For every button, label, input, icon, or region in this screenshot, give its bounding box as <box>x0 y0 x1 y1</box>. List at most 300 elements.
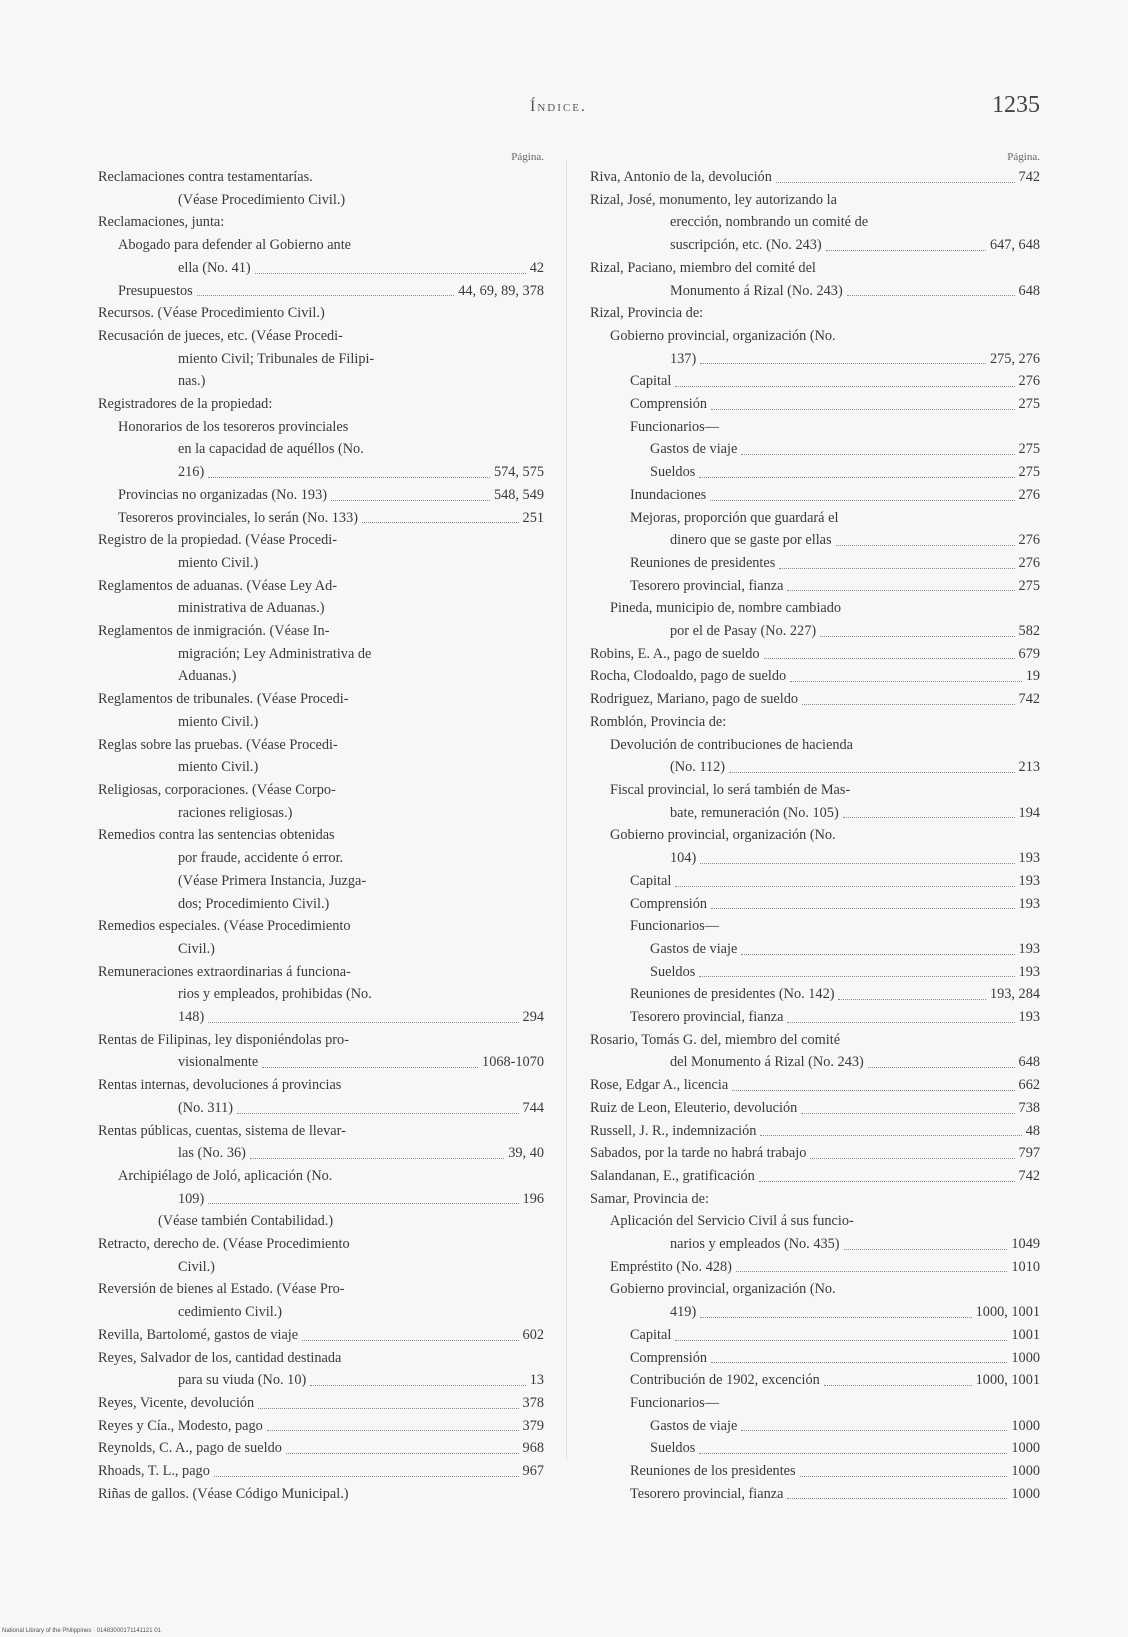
entry-page-ref: 251 <box>522 509 544 526</box>
entry-text: 109) <box>178 1190 205 1207</box>
index-entry <box>590 1301 1040 1324</box>
index-entry <box>98 1392 544 1415</box>
column-label: Página. <box>1007 151 1040 163</box>
dot-leader <box>262 1067 478 1068</box>
entry-page-ref: 276 <box>1018 554 1040 571</box>
dot-leader <box>741 1430 1007 1431</box>
index-entry <box>590 1437 1040 1460</box>
entry-page-ref: 1000 <box>1011 1349 1040 1366</box>
entry-text: Remedios especiales. (Véase Procedimiento <box>98 918 351 935</box>
dot-leader <box>700 1317 971 1318</box>
index-entry <box>590 734 1040 757</box>
entry-text: Reuniones de presidentes <box>630 554 776 571</box>
entry-text: suscripción, etc. (No. 243) <box>670 237 822 254</box>
index-entry <box>590 1120 1040 1143</box>
index-entry <box>98 507 544 530</box>
index-entry <box>98 847 544 870</box>
index-entry <box>98 915 544 938</box>
entry-text: Reyes y Cía., Modesto, pago <box>98 1417 263 1434</box>
index-entry <box>590 711 1040 734</box>
column-label: Página. <box>511 151 544 163</box>
index-entry <box>98 688 544 711</box>
entry-page-ref: 1000 <box>1011 1485 1040 1502</box>
entry-text: Rodriguez, Mariano, pago de sueldo <box>590 691 799 708</box>
entry-text: visionalmente <box>178 1054 259 1071</box>
dot-leader <box>250 1158 504 1159</box>
entry-page-ref: 574, 575 <box>493 464 544 481</box>
index-entry <box>590 779 1040 802</box>
index-entry <box>590 961 1040 984</box>
index-entry <box>98 1142 544 1165</box>
entry-text: Reyes, Vicente, devolución <box>98 1394 255 1411</box>
entry-text: Recursos. (Véase Procedimiento Civil.) <box>98 305 325 322</box>
entries-right <box>590 166 1040 1505</box>
entry-page-ref: 1068-1070 <box>482 1054 544 1071</box>
index-entry <box>590 1415 1040 1438</box>
entry-text: Gastos de viaje <box>650 441 738 458</box>
entry-page-ref: 797 <box>1018 1145 1040 1162</box>
dot-leader <box>836 545 1015 546</box>
index-entry <box>590 983 1040 1006</box>
entry-text: Tesorero provincial, fianza <box>630 1009 784 1026</box>
dot-leader <box>675 386 1014 387</box>
dot-leader <box>675 1340 1007 1341</box>
entry-text: Aplicación del Servicio Civil á sus funcio- <box>610 1213 854 1230</box>
index-entry <box>98 870 544 893</box>
entry-text: Reglamentos de inmigración. (Véase In- <box>98 623 330 640</box>
entry-page-ref: 1049 <box>1011 1236 1040 1253</box>
entry-text: Sueldos <box>650 963 696 980</box>
entry-page-ref: 44, 69, 89, 378 <box>458 282 544 299</box>
dot-leader <box>844 1249 1008 1250</box>
index-entry <box>98 280 544 303</box>
dot-leader <box>699 976 1014 977</box>
index-entry <box>98 779 544 802</box>
dot-leader <box>208 477 490 478</box>
entry-page-ref: 213 <box>1018 759 1040 776</box>
entry-text: Mejoras, proporción que guardará el <box>630 509 839 526</box>
entry-text: Pineda, municipio de, nombre cambiado <box>610 600 842 617</box>
dot-leader <box>810 1158 1014 1159</box>
index-entry <box>98 166 544 189</box>
entry-text: Capital <box>630 872 672 889</box>
entry-text: Registro de la propiedad. (Véase Procedi- <box>98 532 337 549</box>
entry-text: Rizal, José, monumento, ley autorizando la <box>590 191 837 208</box>
index-entry <box>98 1256 544 1279</box>
entry-page-ref: 193 <box>1018 963 1040 980</box>
dot-leader <box>711 409 1015 410</box>
dot-leader <box>255 273 526 274</box>
entry-text: Reclamaciones contra testamentarías. <box>98 169 313 185</box>
entry-text: Remedios contra las sentencias obtenidas <box>98 827 335 844</box>
entry-page-ref: 742 <box>1018 691 1040 708</box>
entry-text: Contribución de 1902, excención <box>630 1372 820 1389</box>
entry-text: (Véase Procedimiento Civil.) <box>178 191 346 208</box>
dot-leader <box>197 295 455 296</box>
dot-leader <box>208 1203 518 1204</box>
index-entry <box>590 1278 1040 1301</box>
entry-text: Remuneraciones extraordinarias á funciona- <box>98 963 351 980</box>
dot-leader <box>790 681 1022 682</box>
index-entry <box>98 1278 544 1301</box>
dot-leader <box>787 590 1014 591</box>
index-entry <box>98 1347 544 1370</box>
entry-page-ref: 744 <box>522 1099 544 1116</box>
entry-text: (Véase Primera Instancia, Juzga- <box>178 872 367 889</box>
dot-leader <box>764 658 1015 659</box>
index-entry <box>98 1074 544 1097</box>
entry-text: Reyes, Salvador de los, cantidad destinada <box>98 1349 342 1366</box>
entry-text: Rose, Edgar A., licencia <box>590 1077 729 1094</box>
dot-leader <box>732 1090 1014 1091</box>
entry-text: Sueldos <box>650 1440 696 1457</box>
entry-text: Sabados, por la tarde no habrá trabajo <box>590 1145 807 1162</box>
index-entry <box>98 348 544 371</box>
entry-text: migración; Ley Administrativa de <box>178 645 372 662</box>
entry-text: Archipiélago de Joló, aplicación (No. <box>118 1167 333 1184</box>
index-entry <box>98 893 544 916</box>
index-entry <box>98 189 544 212</box>
entry-text: Riva, Antonio de la, devolución <box>590 169 772 185</box>
index-entry <box>98 620 544 643</box>
entry-page-ref: 42 <box>529 259 544 276</box>
dot-leader <box>675 886 1014 887</box>
dot-leader <box>258 1408 518 1409</box>
dot-leader <box>237 1113 518 1114</box>
index-entry <box>590 915 1040 938</box>
entry-page-ref: 39, 40 <box>508 1145 544 1162</box>
index-entry <box>590 1392 1040 1415</box>
entry-page-ref: 294 <box>522 1009 544 1026</box>
entry-page-ref: 548, 549 <box>493 486 544 503</box>
index-entry <box>98 756 544 779</box>
index-entry <box>98 416 544 439</box>
dot-leader <box>267 1430 519 1431</box>
dot-leader <box>208 1022 518 1023</box>
entry-text: Civil.) <box>178 940 215 957</box>
index-entry <box>98 1437 544 1460</box>
entry-page-ref: 1000 <box>1011 1440 1040 1457</box>
entry-text: Honorarios de los tesoreros provinciales <box>118 418 349 435</box>
entry-text: 137) <box>670 350 697 367</box>
entry-text: por fraude, accidente ó error. <box>178 850 344 867</box>
index-entry <box>590 302 1040 325</box>
index-entry <box>590 1483 1040 1506</box>
entry-text: miento Civil.) <box>178 554 259 571</box>
dot-leader <box>741 954 1014 955</box>
index-entry <box>98 1483 544 1506</box>
entry-text: las (No. 36) <box>178 1145 246 1162</box>
entry-text: Rocha, Clodoaldo, pago de sueldo <box>590 668 787 685</box>
entry-text: Devolución de contribuciones de hacienda <box>610 736 853 753</box>
index-entry <box>590 370 1040 393</box>
index-entry <box>98 1324 544 1347</box>
entry-page-ref: 602 <box>522 1326 544 1343</box>
index-entry <box>98 575 544 598</box>
dot-leader <box>214 1476 519 1477</box>
index-entry <box>98 983 544 1006</box>
dot-leader <box>787 1498 1007 1499</box>
entry-text: en la capacidad de aquéllos (No. <box>178 441 364 458</box>
index-entry <box>590 393 1040 416</box>
entry-text: narios y empleados (No. 435) <box>670 1236 840 1253</box>
entry-page-ref: 276 <box>1018 532 1040 549</box>
index-entry <box>590 1074 1040 1097</box>
index-entry <box>98 643 544 666</box>
entry-text: Capital <box>630 373 672 390</box>
index-entry <box>98 461 544 484</box>
index-entry <box>590 552 1040 575</box>
entry-text: Capital <box>630 1326 672 1343</box>
entry-text: miento Civil; Tribunales de Filipi- <box>178 350 375 367</box>
index-entry <box>98 1188 544 1211</box>
entry-text: Inundaciones <box>630 486 707 503</box>
entry-text: Rosario, Tomás G. del, miembro del comité <box>590 1031 841 1048</box>
index-entry <box>98 393 544 416</box>
entry-page-ref: 1010 <box>1011 1258 1040 1275</box>
entry-text: raciones religiosas.) <box>178 804 293 821</box>
entry-text: Funcionarios— <box>630 418 719 435</box>
entry-page-ref: 194 <box>1018 804 1040 821</box>
dot-leader <box>838 999 985 1000</box>
index-entry <box>590 438 1040 461</box>
entry-text: Comprensión <box>630 396 708 413</box>
entry-text: Reuniones de presidentes (No. 142) <box>630 986 835 1003</box>
dot-leader <box>302 1340 518 1341</box>
dot-leader <box>710 500 1014 501</box>
index-entry <box>98 552 544 575</box>
entry-text: (No. 112) <box>670 759 726 776</box>
index-entry <box>98 325 544 348</box>
dot-leader <box>776 182 1015 183</box>
entry-text: Rizal, Provincia de: <box>590 305 704 322</box>
index-entry <box>98 734 544 757</box>
entry-text: Ruiz de Leon, Eleuterio, devolución <box>590 1099 798 1116</box>
entry-text: Robins, E. A., pago de sueldo <box>590 645 760 662</box>
index-entry <box>590 1256 1040 1279</box>
entry-text: Gastos de viaje <box>650 1417 738 1434</box>
index-entry <box>590 847 1040 870</box>
entry-text: 148) <box>178 1009 205 1026</box>
index-entry <box>590 189 1040 212</box>
entry-page-ref: 679 <box>1018 645 1040 662</box>
entry-text: del Monumento á Rizal (No. 243) <box>670 1054 864 1071</box>
index-entry <box>98 802 544 825</box>
index-column-left <box>98 150 544 1505</box>
index-entry <box>590 756 1040 779</box>
entry-page-ref: 193 <box>1018 1009 1040 1026</box>
entry-text: Gobierno provincial, organización (No. <box>610 827 836 844</box>
entry-text: Rizal, Paciano, miembro del comité del <box>590 259 816 276</box>
entry-page-ref: 275, 276 <box>989 350 1040 367</box>
entry-text: Reuniones de los presidentes <box>630 1463 796 1480</box>
index-entry <box>590 416 1040 439</box>
dot-leader <box>847 295 1015 296</box>
index-entry <box>98 484 544 507</box>
entry-text: Reversión de bienes al Estado. (Véase Pro- <box>98 1281 345 1298</box>
index-entry <box>590 211 1040 234</box>
index-entry <box>590 1188 1040 1211</box>
dot-leader <box>843 817 1015 818</box>
dot-leader <box>760 1135 1021 1136</box>
entry-text: Samar, Provincia de: <box>590 1190 709 1207</box>
entry-page-ref: 742 <box>1018 169 1040 185</box>
dot-leader <box>699 1453 1007 1454</box>
column-divider <box>566 160 567 1460</box>
index-entry <box>98 211 544 234</box>
entry-text: Comprensión <box>630 1349 708 1366</box>
index-entry <box>590 575 1040 598</box>
entry-text: Reglamentos de tribunales. (Véase Procedi- <box>98 691 349 708</box>
entry-page-ref: 275 <box>1018 464 1040 481</box>
dot-leader <box>779 568 1014 569</box>
entry-page-ref: 196 <box>522 1190 544 1207</box>
index-entry <box>98 1120 544 1143</box>
index-entry <box>590 1233 1040 1256</box>
index-entry <box>98 1415 544 1438</box>
entry-text: Gobierno provincial, organización (No. <box>610 327 836 344</box>
entry-page-ref: 647, 648 <box>989 237 1040 254</box>
index-entry <box>590 643 1040 666</box>
entry-page-ref: 275 <box>1018 577 1040 594</box>
dot-leader <box>787 1022 1014 1023</box>
index-entry <box>98 711 544 734</box>
dot-leader <box>824 1385 972 1386</box>
dot-leader <box>868 1067 1015 1068</box>
entry-page-ref: 193 <box>1018 850 1040 867</box>
index-entry <box>98 1233 544 1256</box>
entry-text: para su viuda (No. 10) <box>178 1372 307 1389</box>
entry-text: Civil.) <box>178 1258 215 1275</box>
index-entry <box>590 893 1040 916</box>
entry-text: por el de Pasay (No. 227) <box>670 623 817 640</box>
index-entry <box>98 234 544 257</box>
index-entry <box>98 1369 544 1392</box>
entry-page-ref: 1000 <box>1011 1417 1040 1434</box>
entry-page-ref: 582 <box>1018 623 1040 640</box>
entry-text: Romblón, Provincia de: <box>590 713 727 730</box>
entry-page-ref: 648 <box>1018 282 1040 299</box>
index-entry <box>98 1460 544 1483</box>
index-entry <box>590 1460 1040 1483</box>
entry-text: (Véase también Contabilidad.) <box>158 1213 334 1230</box>
index-entry <box>590 348 1040 371</box>
entry-page-ref: 275 <box>1018 441 1040 458</box>
dot-leader <box>820 636 1014 637</box>
index-entry <box>590 1006 1040 1029</box>
index-entry <box>590 325 1040 348</box>
index-entry <box>590 1347 1040 1370</box>
entry-text: Funcionarios— <box>630 1394 719 1411</box>
entry-text: rios y empleados, prohibidas (No. <box>178 986 372 1003</box>
entry-text: erección, nombrando un comité de <box>670 214 869 231</box>
entry-text: Recusación de jueces, etc. (Véase Procedi- <box>98 327 343 344</box>
entry-text: nas.) <box>178 373 206 390</box>
index-entry <box>590 529 1040 552</box>
entry-text: Gastos de viaje <box>650 940 738 957</box>
dot-leader <box>711 1362 1007 1363</box>
entry-text: Fiscal provincial, lo será también de Mas- <box>610 781 851 798</box>
entry-text: Comprensión <box>630 895 708 912</box>
entry-text: Rentas públicas, cuentas, sistema de llevar- <box>98 1122 346 1139</box>
index-entry <box>98 1097 544 1120</box>
entry-page-ref: 379 <box>522 1417 544 1434</box>
entry-text: Aduanas.) <box>178 668 237 685</box>
dot-leader <box>759 1181 1015 1182</box>
entry-page-ref: 1000, 1001 <box>975 1304 1040 1321</box>
entry-text: bate, remuneración (No. 105) <box>670 804 839 821</box>
entry-text: Presupuestos <box>118 282 193 299</box>
entry-text: Provincias no organizadas (No. 193) <box>118 486 327 503</box>
dot-leader <box>801 1113 1014 1114</box>
entry-text: Monumento á Rizal (No. 243) <box>670 282 843 299</box>
index-entry <box>590 597 1040 620</box>
index-entry <box>590 1324 1040 1347</box>
entry-page-ref: 193 <box>1018 872 1040 889</box>
entry-text: Funcionarios— <box>630 918 719 935</box>
entry-page-ref: 193, 284 <box>989 986 1040 1003</box>
index-entry <box>590 870 1040 893</box>
index-entry <box>590 280 1040 303</box>
index-entry <box>590 507 1040 530</box>
entry-text: Reglas sobre las pruebas. (Véase Procedi- <box>98 736 338 753</box>
entry-page-ref: 275 <box>1018 396 1040 413</box>
entry-text: Revilla, Bartolomé, gastos de viaje <box>98 1326 299 1343</box>
entry-text: 419) <box>670 1304 697 1321</box>
entry-text: Sueldos <box>650 464 696 481</box>
entry-text: cedimiento Civil.) <box>178 1304 283 1321</box>
index-entry <box>590 1051 1040 1074</box>
index-entry <box>590 166 1040 189</box>
entry-page-ref: 968 <box>522 1440 544 1457</box>
index-entry <box>590 688 1040 711</box>
entry-text: 216) <box>178 464 205 481</box>
entry-text: Gobierno provincial, organización (No. <box>610 1281 836 1298</box>
entries-left <box>98 166 544 1505</box>
entry-text: 104) <box>670 850 697 867</box>
index-entry <box>98 370 544 393</box>
entry-text: Empréstito (No. 428) <box>610 1258 732 1275</box>
index-entry <box>590 257 1040 280</box>
index-entry <box>590 802 1040 825</box>
dot-leader <box>741 454 1014 455</box>
index-entry <box>98 1029 544 1052</box>
entry-page-ref: 48 <box>1025 1122 1040 1139</box>
index-entry <box>98 257 544 280</box>
dot-leader <box>736 1271 1008 1272</box>
dot-leader <box>362 522 519 523</box>
dot-leader <box>286 1453 519 1454</box>
entry-page-ref: 738 <box>1018 1099 1040 1116</box>
index-entry <box>590 1029 1040 1052</box>
index-entry <box>98 665 544 688</box>
entry-text: dinero que se gaste por ellas <box>670 532 832 549</box>
index-entry <box>590 938 1040 961</box>
index-entry <box>590 1369 1040 1392</box>
entry-page-ref: 193 <box>1018 895 1040 912</box>
entry-text: miento Civil.) <box>178 759 259 776</box>
index-entry <box>590 1097 1040 1120</box>
entry-text: Riñas de gallos. (Véase Código Municipal.) <box>98 1485 349 1502</box>
dot-leader <box>729 772 1014 773</box>
dot-leader <box>331 500 490 501</box>
index-entry <box>590 461 1040 484</box>
dot-leader <box>800 1476 1008 1477</box>
index-entry <box>590 620 1040 643</box>
entry-page-ref: 13 <box>529 1372 544 1389</box>
entry-text: Abogado para defender al Gobierno ante <box>118 237 352 254</box>
entry-page-ref: 662 <box>1018 1077 1040 1094</box>
